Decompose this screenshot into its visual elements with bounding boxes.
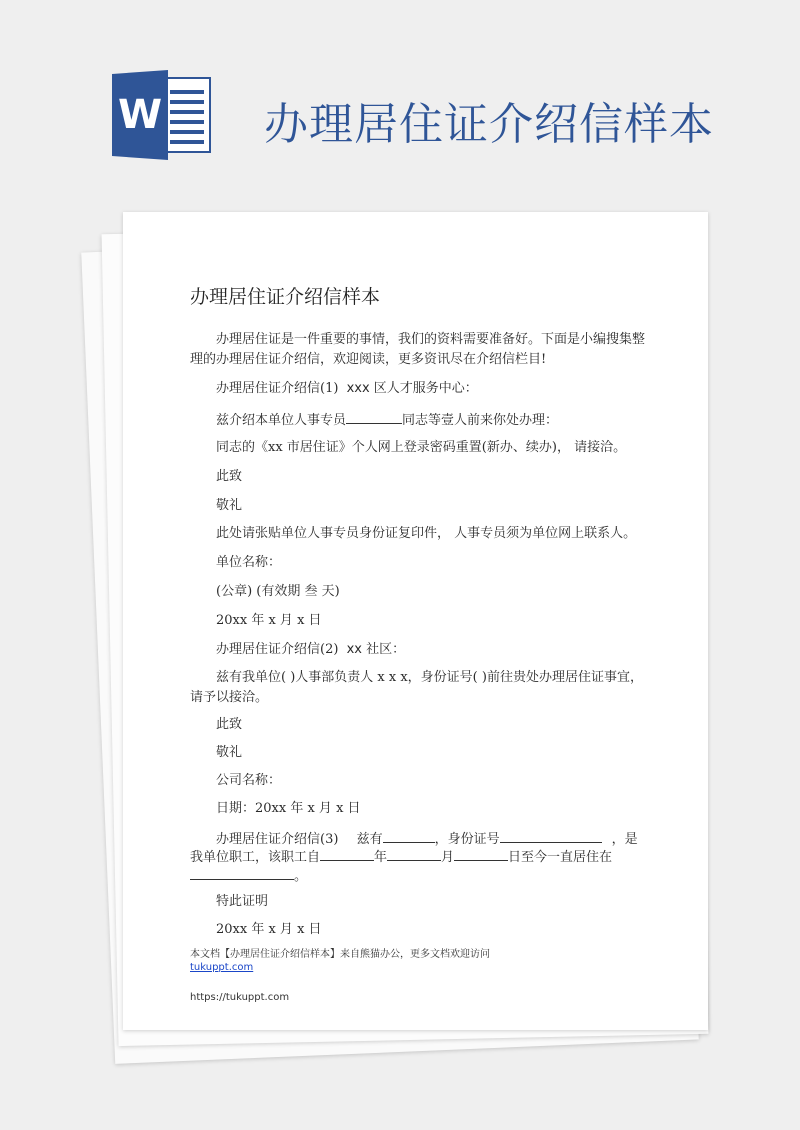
- document-title: 办理居住证介绍信样本: [190, 286, 381, 308]
- word-logo-icon: [112, 70, 212, 160]
- blank-field[interactable]: [383, 828, 435, 843]
- blank-field[interactable]: [346, 409, 402, 424]
- letter1-line1-a: 兹介绍本单位人事专员: [216, 413, 347, 428]
- letter1-heading: [216, 379, 676, 399]
- letter3-line3: [190, 865, 650, 887]
- letter1-jing-li: 敬礼: [216, 498, 243, 513]
- letter2-heading-b: xx 社区：: [346, 642, 406, 657]
- letter2-date: 日期：20xx 年 x 月 x 日: [216, 801, 361, 816]
- blank-field[interactable]: [454, 846, 508, 861]
- letter3-heading: 办理居住证介绍信(3): [216, 832, 339, 847]
- footer-note: 本文档【办理居住证介绍信样本】来自熊猫办公，更多文档欢迎访问: [190, 949, 490, 960]
- letter1-ci-zhi: 此致: [216, 469, 243, 484]
- letter3-t1: 兹有: [356, 832, 383, 847]
- footer-link[interactable]: tukuppt.com: [190, 962, 254, 973]
- letter2-body: 兹有我单位( )人事部负责人 x x x，身份证号( )前往贵处办理居住证事宜，请予以接洽。: [190, 670, 643, 705]
- letter3-t2: ，身份证号: [434, 832, 500, 847]
- letter1-line1: [216, 409, 676, 431]
- letter3-t4: 我单位职工，该职工自: [190, 850, 321, 865]
- letter1-seal: (公章) (有效期 叁 天): [216, 584, 340, 599]
- letter3-t7: 日至今一直居住在: [508, 850, 613, 865]
- blank-field[interactable]: [190, 865, 294, 880]
- letter3-t3: ，是: [611, 832, 638, 847]
- letter1-heading-a: 办理居住证介绍信(1): [216, 381, 339, 396]
- letter1-line1-b: 同志等壹人前来你处办理：: [402, 413, 559, 428]
- blank-field[interactable]: [320, 846, 374, 861]
- letter2-heading: [216, 640, 676, 660]
- page-title: 办理居住证介绍信样本: [264, 99, 714, 150]
- letter2-jing-li: 敬礼: [216, 745, 243, 760]
- blank-field[interactable]: [387, 846, 441, 861]
- letter2-company-name: 公司名称：: [216, 773, 282, 788]
- letter1-line2: 同志的《xx 市居住证》个人网上登录密码重置(新办、续办)， 请接洽。: [216, 440, 627, 455]
- letter1-date: 20xx 年 x 月 x 日: [216, 613, 322, 628]
- letter1-heading-b: xxx 区人才服务中心：: [346, 381, 478, 396]
- letter3-t6: 月: [441, 850, 455, 865]
- letter3-t8: 。: [294, 869, 308, 884]
- footer-url: https://tukuppt.com: [190, 992, 290, 1003]
- letter2-heading-a: 办理居住证介绍信(2): [216, 642, 339, 657]
- letter3-t5: 年: [374, 850, 388, 865]
- letter3-proof: 特此证明: [216, 894, 269, 909]
- letter2-ci-zhi: 此致: [216, 717, 243, 732]
- intro-paragraph: 办理居住证是一件重要的事情，我们的资料需要准备好。下面是小编搜集整理的办理居住证介绍信，欢迎阅读，更多资讯尽在介绍信栏目!: [190, 332, 646, 367]
- letter1-note: 此处请张贴单位人事专员身份证复印件， 人事专员须为单位网上联系人。: [216, 526, 637, 541]
- logo-letter: W: [117, 92, 163, 138]
- letter1-unit-name: 单位名称：: [216, 555, 282, 570]
- blank-field[interactable]: [500, 828, 602, 843]
- letter3-date: 20xx 年 x 月 x 日: [216, 922, 322, 937]
